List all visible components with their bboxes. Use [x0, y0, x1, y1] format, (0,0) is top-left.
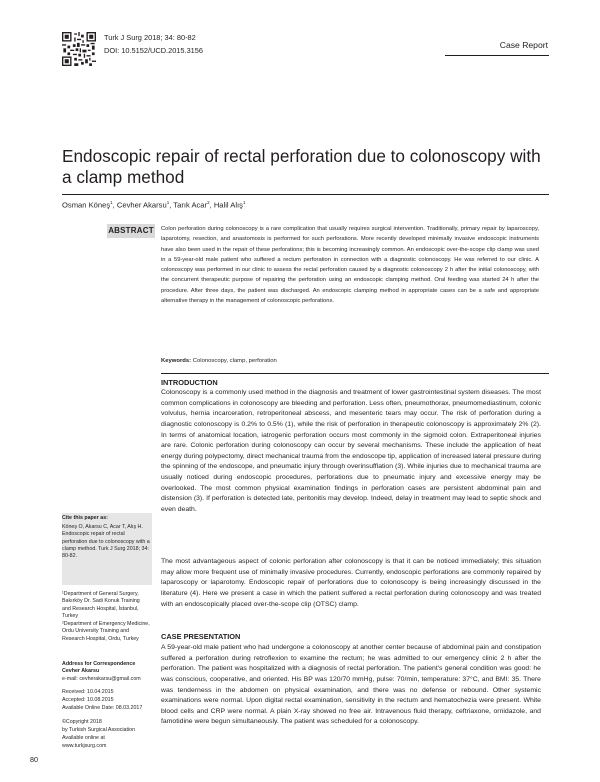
keywords — [161, 358, 277, 364]
page-number: 80 — [30, 755, 38, 764]
copyright-year: ©Copyright 2018 — [62, 719, 102, 725]
author-list: Osman Köneş$^1$, Cevher Akarsu$^1$, Tarık Acar$^2$, Halil Alış$^1$ — [62, 200, 246, 210]
author-name: Osman Köneş — [62, 200, 111, 210]
affiliation-marker: 1 — [166, 200, 170, 205]
journal-website[interactable]: www.turkjsurg.com — [62, 743, 107, 749]
correspondence-heading-text: Address for Correspondence — [62, 661, 136, 667]
qr-code-icon — [62, 32, 96, 66]
article-type: Case Report — [499, 40, 548, 50]
affiliation-marker: 1 — [242, 200, 246, 205]
affiliation-marker: 1 — [110, 200, 113, 205]
copyright-holder: by Turkish Surgical Association — [62, 727, 136, 733]
journal-citation: Turk J Surg 2018; 34: 80-82 — [104, 33, 196, 42]
case-paragraph: A 59-year-old male patient who had undergone a colonoscopy at another center because of abdominal pain and constipation suffered a perforation during retroflexion to examine the rectum; he was admitted to our emergency clinic 2 h after the perforation. The patient was hospitalized with a diagnosis of rectal perforation. The patient's general condition was good: he was conscious, cooperative, and oriented. His BP was 120/70 mmHg, pulse: 70/min, temperature: 37°C, and BMI: 35. There was tenderness in the abdomen on physical examination, and there was no defense or rebound. Other systemic examinations were normal. Upon digital rectal examination, sensitivity in the rectum and hematochezia were present. White blood cells and CRP were normal. A plain X-ray showed no free air. Intravenous fluid therapy, ceftriaxone, ornidazole, and famotidine were begun simultaneously. The patient was scheduled for a colonoscopy. — [161, 644, 541, 726]
author-name: Halil Alış — [213, 200, 243, 210]
article-title: Endoscopic repair of rectal perforation due to colonoscopy with a clamp method — [62, 146, 541, 187]
available-online-label: Available online at — [62, 735, 105, 741]
header-rule — [445, 55, 549, 56]
intro-paragraph: The most advantageous aspect of colonic perforation after colonoscopy is that it can be noticed immediately; this situation may allow more frequent use of minimally invasive procedures. Currently, endoscopic perforations are commonly repaired by laparoscopy or laparotomy. Endoscopic repair of perforations due to colonoscopy is being increasingly discussed in the literature (4). Here we present a case in which the patient suffered a rectal perforation during colonoscopy and was treated with an endoscopically placed over-the-scope clip (OTSC) clamp. — [161, 558, 541, 608]
abstract-label: ABSTRACT — [107, 224, 155, 238]
affiliation-marker: 2 — [207, 200, 210, 205]
accepted-date: Accepted: 10.08.2015 — [62, 697, 114, 703]
doi[interactable]: DOI: 10.5152/UCD.2015.3156 — [104, 46, 204, 55]
abstract-rule — [161, 373, 549, 374]
intro-paragraph: Colonoscopy is a commonly used method in the diagnosis and treatment of lower gastrointestinal system diseases. The most common complications in colonoscopy are bleeding and perforation. Less often, pneumothorax, pneumomediastinum, colonic volvulus, hernia incarceration, retroperitoneal abscess, and mesenteric tears may occur. The risk of perforation during a diagnostic colonoscopy is 0.2% to 0.5% (1), while the risk of perforation in therapeutic colonoscopy is approximately 2% (2). In terms of anatomical location, iatrogenic perforation occurs most commonly in the sigmoid colon. Extraperitoneal injuries are rare. Colonic perforation during colonoscopy can occur by several mechanisms. These include the application of heat energy during polypectomy, direct mechanical trauma from the endoscope tip, application of increased lateral pressure during the spinning of the endoscope, and pneumatic injury through overinsufflation (3). While injuries due to mechanical trauma are usually noticed during endoscopic procedures, perforations due to pneumatic injury and excessive energy may be overlooked. The most common physical examination findings in perforation cases are persistent abdominal pain and distension (3). If perforation is detected late, peritonitis may develop. Indeed, delay in treatment may lead to septic shock and even death. — [161, 389, 541, 513]
correspondence-email[interactable]: e-mail: cevherakarsu@gmail.com — [62, 676, 141, 682]
cite-text: Köneş O, Akarsu C, Acar T, Alış H. Endoscopic repair of rectal perforation due to colonoscopy with a clamp method. Turk J Surg 2018; 34: 80-82. — [62, 524, 150, 560]
author-name: Cevher Akarsu — [116, 200, 167, 210]
keywords-list: Colonoscopy, clamp, perforation — [192, 358, 277, 364]
cite-heading-text: Cite this paper as: — [62, 515, 108, 521]
cite-heading — [62, 515, 150, 522]
correspondence-name-text: Cevher Akarsu — [62, 668, 100, 674]
author-name: Tarık Acar — [173, 200, 208, 210]
affiliation-2: ²Department of Emergency Medicine, Ordu University Training and Research Hospital, Ordu, Turkey — [62, 621, 150, 642]
available-date: Available Online Date: 08.03.2017 — [62, 705, 143, 711]
case-heading: CASE PRESENTATION — [161, 632, 241, 641]
title-rule — [62, 194, 549, 195]
intro-heading: INTRODUCTION — [161, 378, 218, 387]
affiliation-1: ¹Department of General Surgery, Bakırköy Dr. Sadi Konuk Training and Research Hospital, İstanbul, Turkey — [62, 591, 140, 619]
received-date: Received: 10.04.2015 — [62, 689, 114, 695]
keywords-label: Keywords: — [161, 358, 192, 364]
correspondence-name — [62, 668, 150, 675]
abstract-text: Colon perforation during colonoscopy is a rare complication that usually requires surgical intervention. Traditionally, primary repair by laparoscopy, laparotomy, resection, and anastomosis is performed for such perforations. More recently developed minimally invasive endoscopic instruments have also been used in the repair of these perforations; this is becoming increasingly common. An endoscopic over-the-scope clip clamp was used in a 59-year-old male patient who suffered a rectum perforation in connection with a diagnostic colonoscopy. He was referred to our clinic. A colonoscopy was performed in our clinic to assess the rectal perforation caused by a diagnostic colonoscopy 2 h after the initial colonoscopy, with the concurrent therapeutic purpose of repairing the perforation using an endoscopic clamping method. Oral feeding was started 24 h after the procedure. After three days, the patient was discharged. An endoscopic clamping method in appropriate cases can be a safe and appropriate alternative therapy in the management of colonoscopic perforations. — [161, 226, 539, 305]
